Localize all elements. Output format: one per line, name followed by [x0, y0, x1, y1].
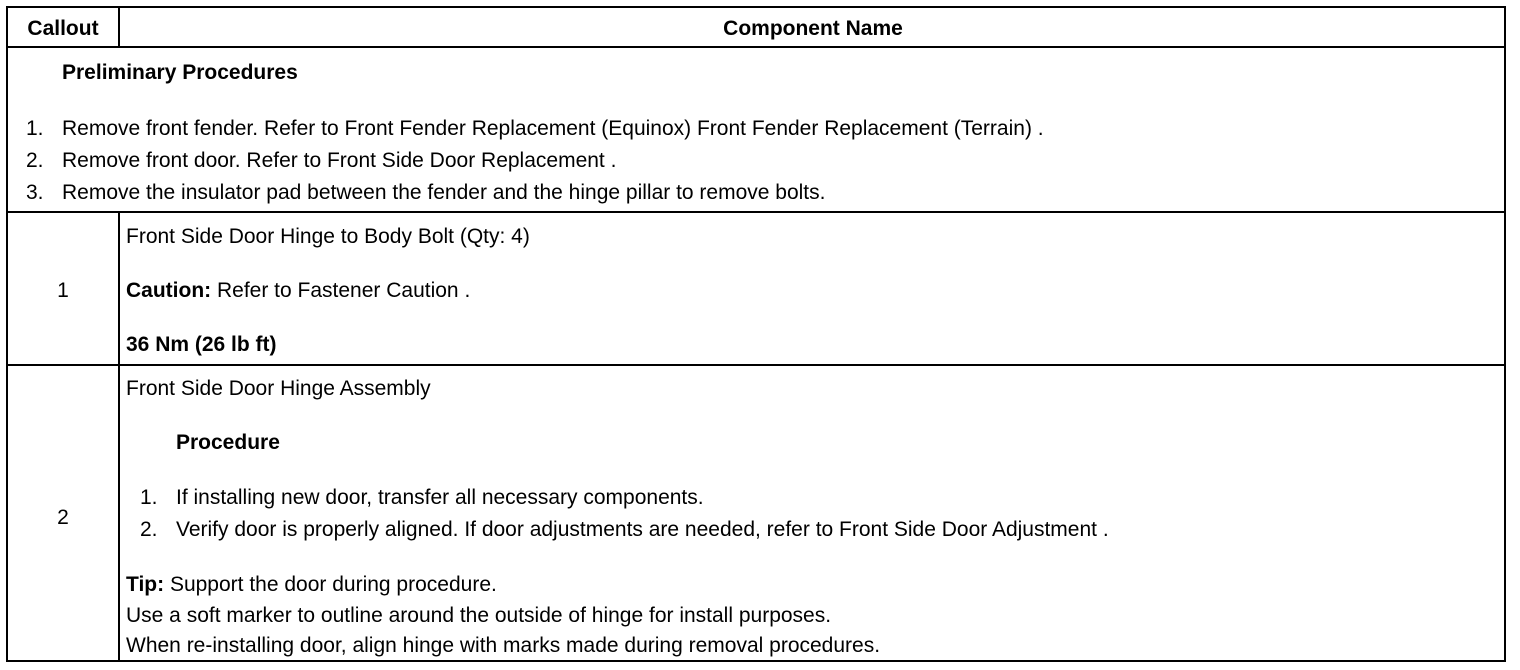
component-name: Front Side Door Hinge to Body Bolt (Qty: 4)	[126, 225, 530, 248]
procedure-step-text: Verify door is properly aligned. If door adjustments are needed, refer to Front Side Door Adjustment .	[176, 518, 1109, 541]
procedure-step-text: If installing new door, transfer all necessary components.	[176, 486, 704, 509]
preliminary-step-number: 1.	[26, 117, 44, 140]
procedure-step-number: 1.	[140, 486, 158, 509]
preliminary-step-text: Remove front fender. Refer to Front Fender Replacement (Equinox) Front Fender Replacement (Terrain) .	[62, 117, 1044, 140]
row1-divider	[8, 364, 1504, 366]
component-name-header: Component Name	[723, 17, 903, 40]
caution-text: Refer to Fastener Caution .	[211, 279, 471, 302]
component-name: Front Side Door Hinge Assembly	[126, 377, 431, 400]
preliminary-step-text: Remove the insulator pad between the fender and the hinge pillar to remove bolts.	[62, 181, 826, 204]
body-column-divider	[118, 211, 120, 660]
tip-line: Use a soft marker to outline around the outside of hinge for install purposes.	[126, 604, 832, 627]
callout-number: 2	[57, 506, 69, 529]
preliminary-title: Preliminary Procedures	[62, 61, 298, 84]
caution-note	[126, 280, 470, 301]
component-table	[6, 6, 1506, 662]
procedure-title: Procedure	[176, 431, 280, 454]
tip-text: Support the door during procedure.	[164, 573, 497, 596]
preliminary-divider	[8, 211, 1504, 213]
preliminary-step-number: 2.	[26, 149, 44, 172]
caution-label: Caution:	[126, 279, 212, 302]
torque-spec: 36 Nm (26 lb ft)	[126, 333, 277, 356]
procedure-step-number: 2.	[140, 518, 158, 541]
callout-number: 1	[57, 279, 69, 302]
preliminary-step-text: Remove front door. Refer to Front Side Door Replacement .	[62, 149, 617, 172]
tip-label: Tip:	[126, 573, 165, 596]
header-divider	[8, 46, 1504, 48]
callout-header: Callout	[27, 17, 99, 40]
tip-line: When re-installing door, align hinge with marks made during removal procedures.	[126, 634, 881, 657]
tip-note	[126, 574, 497, 595]
preliminary-step-number: 3.	[26, 181, 44, 204]
